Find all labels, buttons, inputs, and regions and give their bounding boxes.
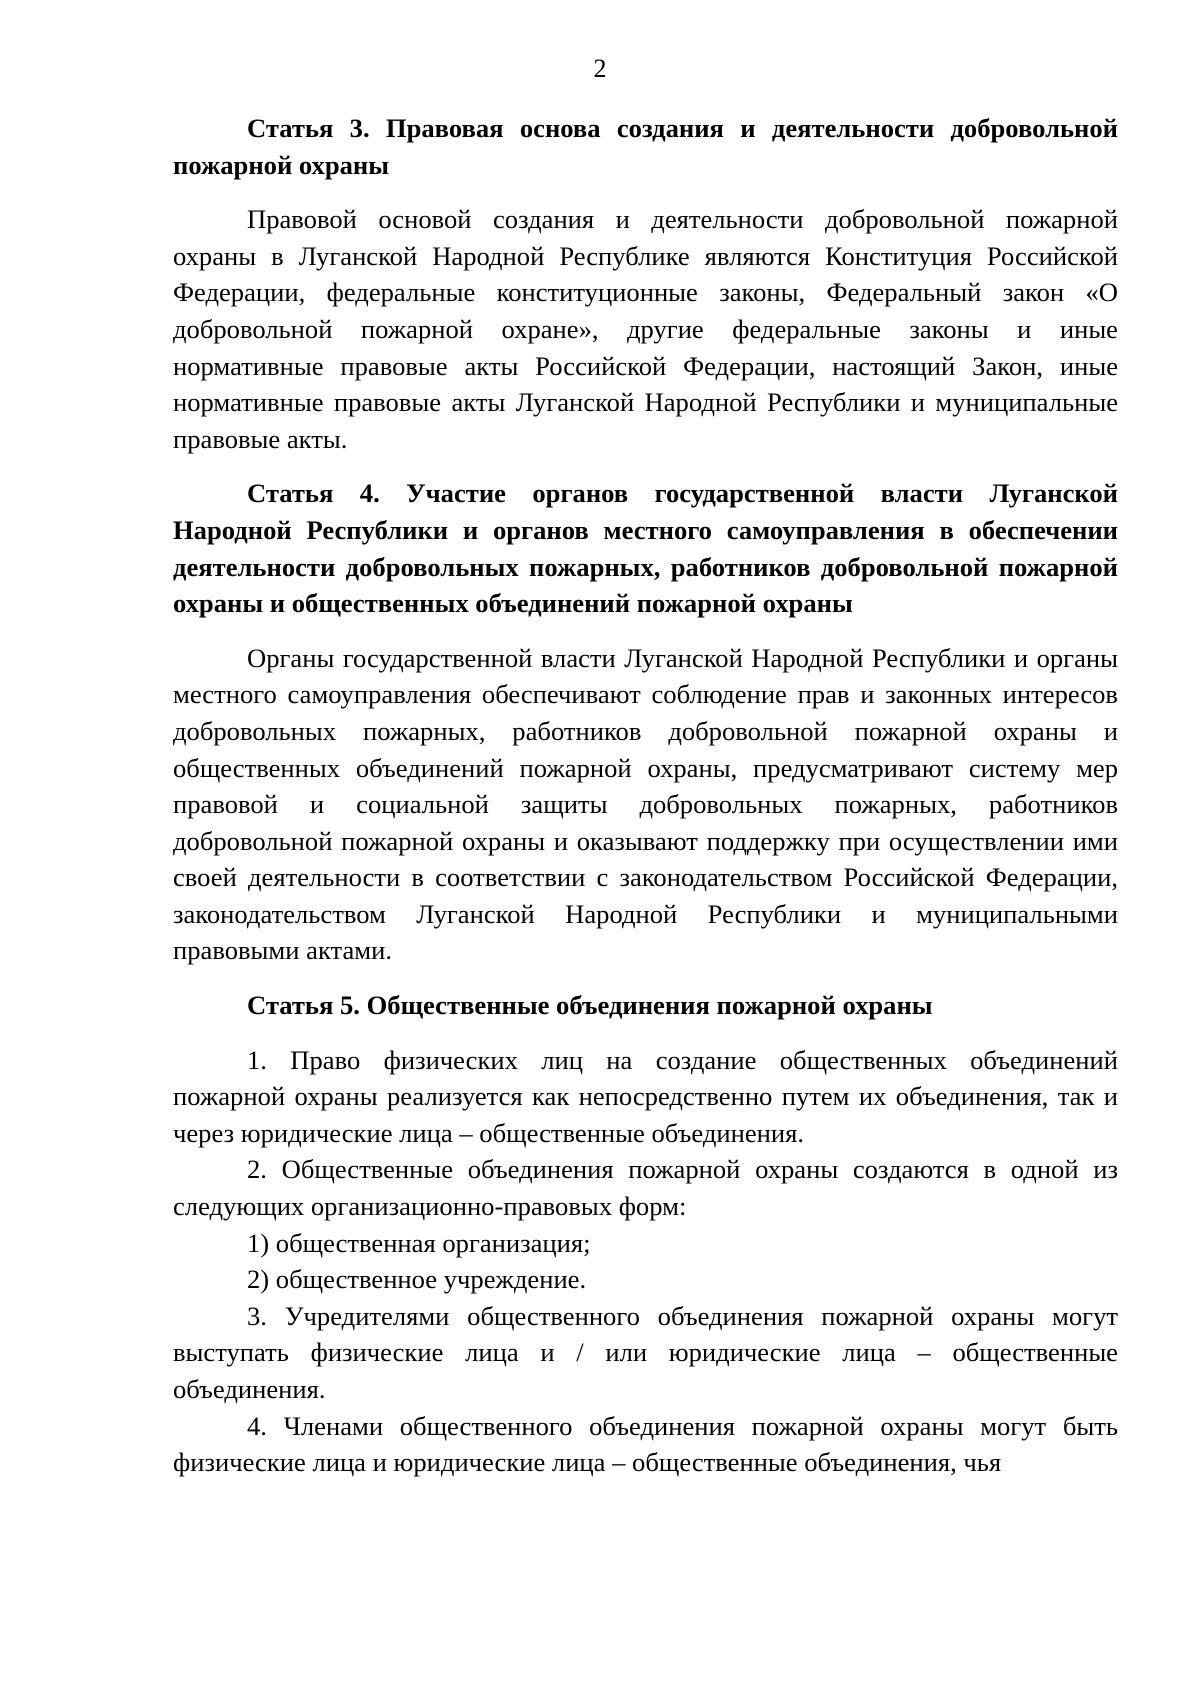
article-5-heading: Статья 5. Общественные объединения пожарной охраны bbox=[247, 990, 933, 1021]
article-5-list-item-1: 1) общественная организация; bbox=[247, 1227, 591, 1258]
article-5-paragraph-4: 4. Членами общественного объединения пожарной охраны могут быть физические лица и юридические лица – общественные объединения, чья bbox=[173, 1410, 1118, 1478]
article-3-paragraph: Правовой основой создания и деятельности добровольной пожарной охраны в Луганской Народной Республике являются Конституция Российской Федерации, федеральные конституционные законы, Федеральный закон «О добровольной пожарной охране», другие федеральные законы и иные нормативные правовые акты Российской Федерации, настоящий Закон, иные нормативные правовые акты Луганской Народной Республики и муниципальные правовые акты. bbox=[173, 204, 1118, 454]
article-5-list-item-2: 2) общественное учреждение. bbox=[247, 1264, 587, 1295]
article-5-paragraph-3: 3. Учредителями общественного объединения пожарной охраны могут выступать физические лица и / или юридические лица – общественные объединения. bbox=[173, 1300, 1118, 1404]
page-number: 2 bbox=[593, 54, 607, 83]
article-4-heading: Статья 4. Участие органов государственной власти Луганской Народной Республики и органов местного самоуправления в обеспечении деятельности добровольных пожарных, работников добровольной пожарной охраны и общественных объединений пожарной охраны bbox=[173, 478, 1118, 619]
document-body bbox=[173, 110, 1118, 1481]
article-4-paragraph: Органы государственной власти Луганской Народной Республики и органы местного самоуправления обеспечивают соблюдение прав и законных интересов добровольных пожарных, работников добровольной пожарной охраны и общественных объединений пожарной охраны, предусматривают систему мер правовой и социальной защиты добровольных пожарных, работников добровольной пожарной охраны и оказывают поддержку при осуществлении ими своей деятельности в соответствии с законодательством Российской Федерации, законодательством Луганской Народной Республики и муниципальными правовыми актами. bbox=[173, 642, 1118, 966]
article-5-paragraph-2: 2. Общественные объединения пожарной охраны создаются в одной из следующих организационно-правовых форм: bbox=[173, 1154, 1118, 1222]
article-3-heading: Статья 3. Правовая основа создания и деятельности добровольной пожарной охраны bbox=[173, 113, 1118, 180]
article-5-paragraph-1: 1. Право физических лиц на создание общественных объединений пожарной охраны реализуется как непосредственно путем их объединения, так и через юридические лица – общественные объединения. bbox=[173, 1044, 1118, 1148]
